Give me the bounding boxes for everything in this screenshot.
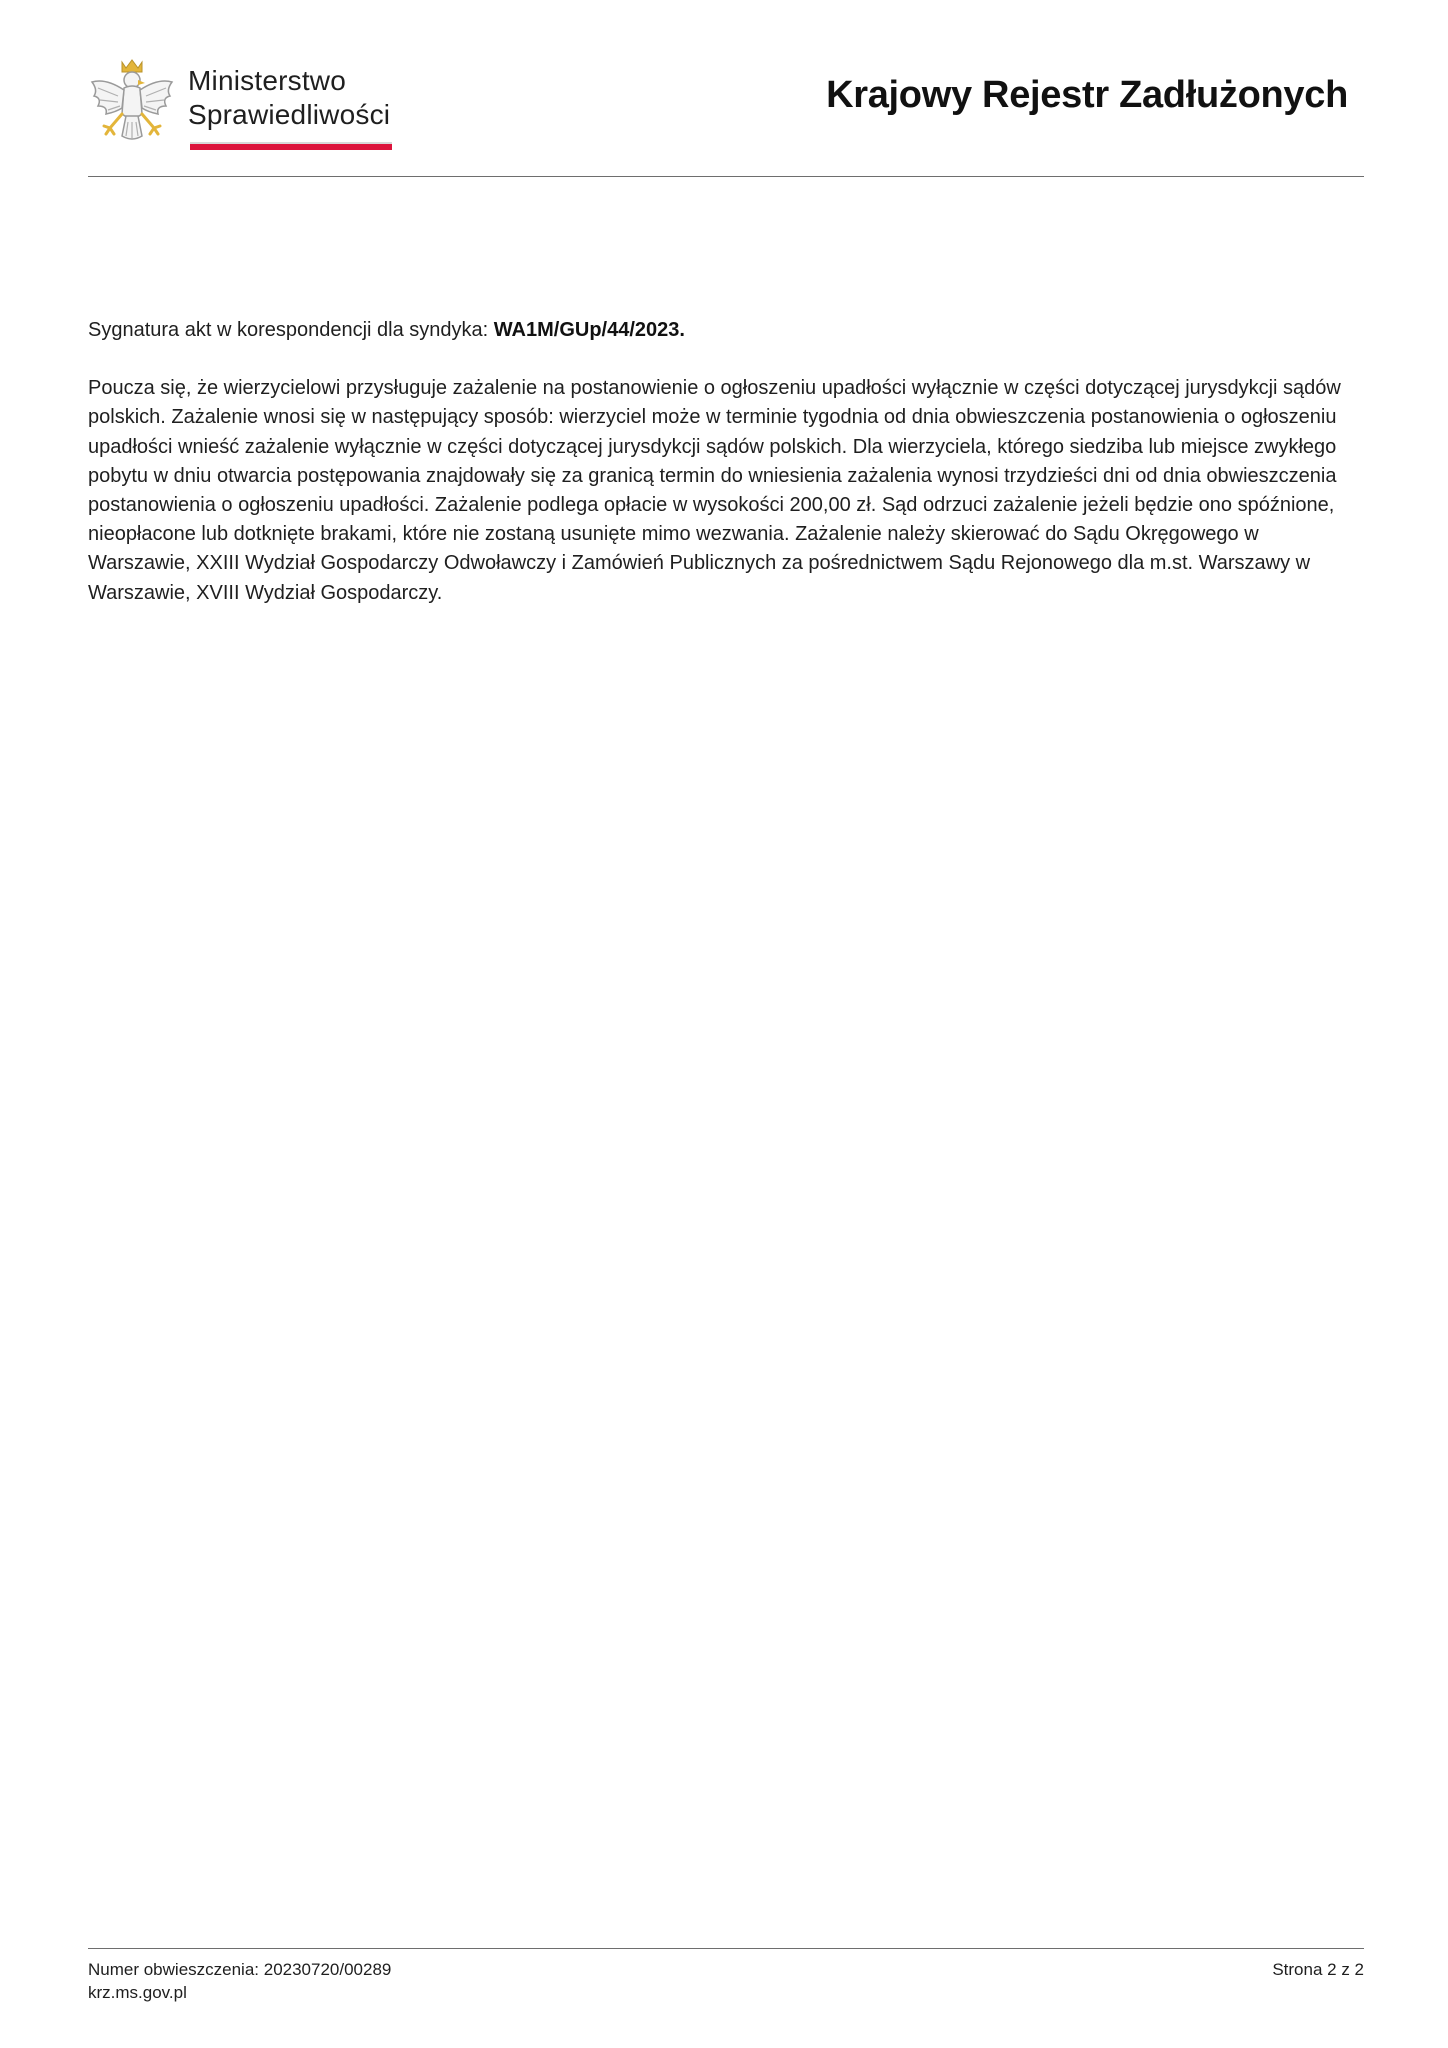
page-indicator: Strona 2 z 2 <box>1272 1960 1364 1979</box>
page-header <box>88 54 1364 176</box>
case-signature-line <box>88 316 1364 345</box>
footer-left <box>88 1958 391 2004</box>
document-body <box>88 316 1364 608</box>
ministry-name-line1: Ministerstwo <box>188 65 346 96</box>
header-divider <box>88 176 1364 177</box>
register-title: Krajowy Rejestr Zadłużonych <box>826 74 1348 116</box>
ministry-logo <box>88 54 408 158</box>
ministry-name-line2: Sprawiedliwości <box>188 99 391 130</box>
appeal-instruction-paragraph: Poucza się, że wierzycielowi przysługuje zażalenie na postanowienie o ogłoszeniu upadłości wyłącznie w części dotyczącej jurysdykcji sądów polskich. Zażalenie wnosi się w następujący sposób: wierzyciel może w terminie tygodnia od dnia obwieszczenia postanowienia o ogłoszeniu upadłości wnieść zażalenie wyłącznie w części dotyczącej jurysdykcji sądów polskich. Dla wierzyciela, którego siedziba lub miejsce zwykłego pobytu w dniu otwarcia postępowania znajdowały się za granicą termin do wniesienia zażalenia wynosi trzydzieści dni od dnia obwieszczenia postanowienia o ogłoszeniu upadłości. Zażalenie podlega opłacie w wysokości 200,00 zł. Sąd odrzuci zażalenie jeżeli będzie ono spóźnione, nieopłacone lub dotknięte brakami, które nie zostaną usunięte mimo wezwania. Zażalenie należy skierować do Sądu Okręgowego w Warszawie, XXIII Wydział Gospodarczy Odwoławczy i Zamówień Publicznych za pośrednictwem Sądu Rejonowego dla m.st. Warszawy w Warszawie, XVIII Wydział Gospodarczy. <box>88 377 1341 604</box>
flag-stripe-red <box>190 144 392 150</box>
flag-stripe <box>190 142 392 150</box>
case-signature-label: Sygnatura akt w korespondencji dla syndyka: <box>88 319 494 341</box>
ministry-name <box>188 64 390 132</box>
website-link[interactable]: krz.ms.gov.pl <box>88 1983 187 2002</box>
footer-divider <box>88 1948 1364 1949</box>
announcement-number: Numer obwieszczenia: 20230720/00289 <box>88 1960 392 1979</box>
case-signature-value: WA1M/GUp/44/2023. <box>493 319 685 341</box>
polish-eagle-emblem-icon <box>88 56 176 154</box>
